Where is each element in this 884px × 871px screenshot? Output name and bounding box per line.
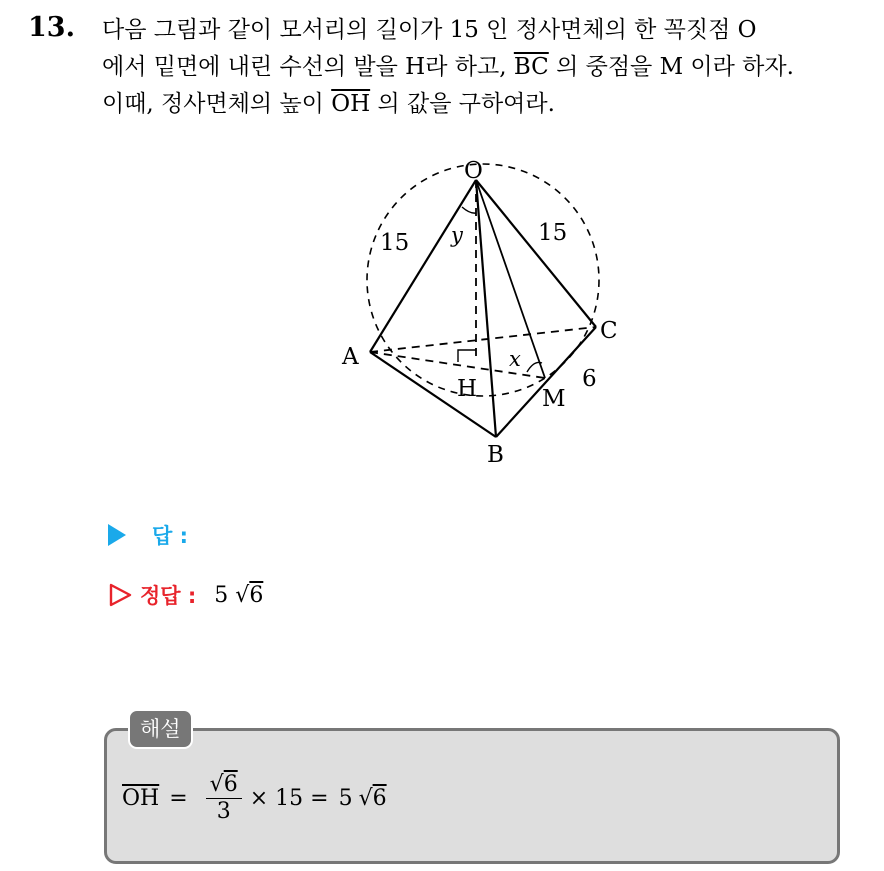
label-h: H [457,376,478,402]
sqrt-icon: √ [235,582,250,608]
right-angle-mark [458,350,476,362]
label-edge-bc: 6 [582,366,597,392]
label-angle-y: y [451,223,463,247]
question-line-3 [102,86,872,123]
edge-ob [476,180,496,437]
question-line-3-start: 이때, 정사면체의 높이 [102,91,332,117]
answer-label: 답 : [152,524,188,548]
equals-sign: = [169,786,188,811]
correct-answer-label: 정답 : [140,584,197,608]
angle-y-arc [462,207,476,213]
answer-radicand: 6 [249,582,264,608]
tetrahedron-diagram [330,150,650,470]
edge-bc [496,327,596,437]
solution-equation [122,772,387,825]
label-a: A [342,344,359,370]
edge-ab [370,352,496,437]
fraction-radicand: 6 [223,772,238,797]
result-radicand: 6 [372,786,387,811]
label-c: C [600,318,618,344]
sqrt-icon: √ [358,786,373,811]
answer-coefficient: 5 [214,582,229,608]
edge-oa [370,180,476,352]
segment-oh: $\overline{OH}$ [331,91,371,117]
label-o: O [464,158,483,184]
question-line-1: 다음 그림과 같이 모서리의 길이가 15 인 정사면체의 한 꼭짓점 O [102,17,757,43]
correct-answer-value [214,583,263,608]
play-icon [108,524,126,546]
question-line-2-end: 의 중점을 M 이라 하자. [548,54,794,80]
solution-lhs: $\overline{OH}$ [122,786,160,811]
question-line-2 [102,49,872,86]
fraction-denominator: 3 [216,799,231,824]
sqrt-icon: √ [209,772,224,797]
result-coefficient: 5 [338,786,353,811]
times-fifteen: × 15 = [249,786,329,811]
question-text [102,12,872,123]
label-b: B [487,442,504,468]
label-m: M [542,386,566,412]
question-number: 13. [28,12,75,43]
play-outline-icon [108,583,132,607]
segment-bc: $\overline{BC}$ [513,54,549,80]
solution-tab: 해설 [128,709,193,749]
label-edge-left: 15 [380,230,410,256]
fraction [206,772,242,825]
edge-ac-hidden [370,327,596,352]
correct-answer-row [108,580,263,610]
question-line-2-start: 에서 밑면에 내린 수선의 발을 H라 하고, [102,54,514,80]
label-angle-x: x [509,347,521,371]
edge-oc [476,180,596,327]
question-line-3-end: 의 값을 구하여라. [370,91,555,117]
answer-blank-row [108,520,188,550]
label-edge-right: 15 [538,220,568,246]
fraction-numerator [206,772,242,799]
tetrahedron-figure [330,150,650,470]
